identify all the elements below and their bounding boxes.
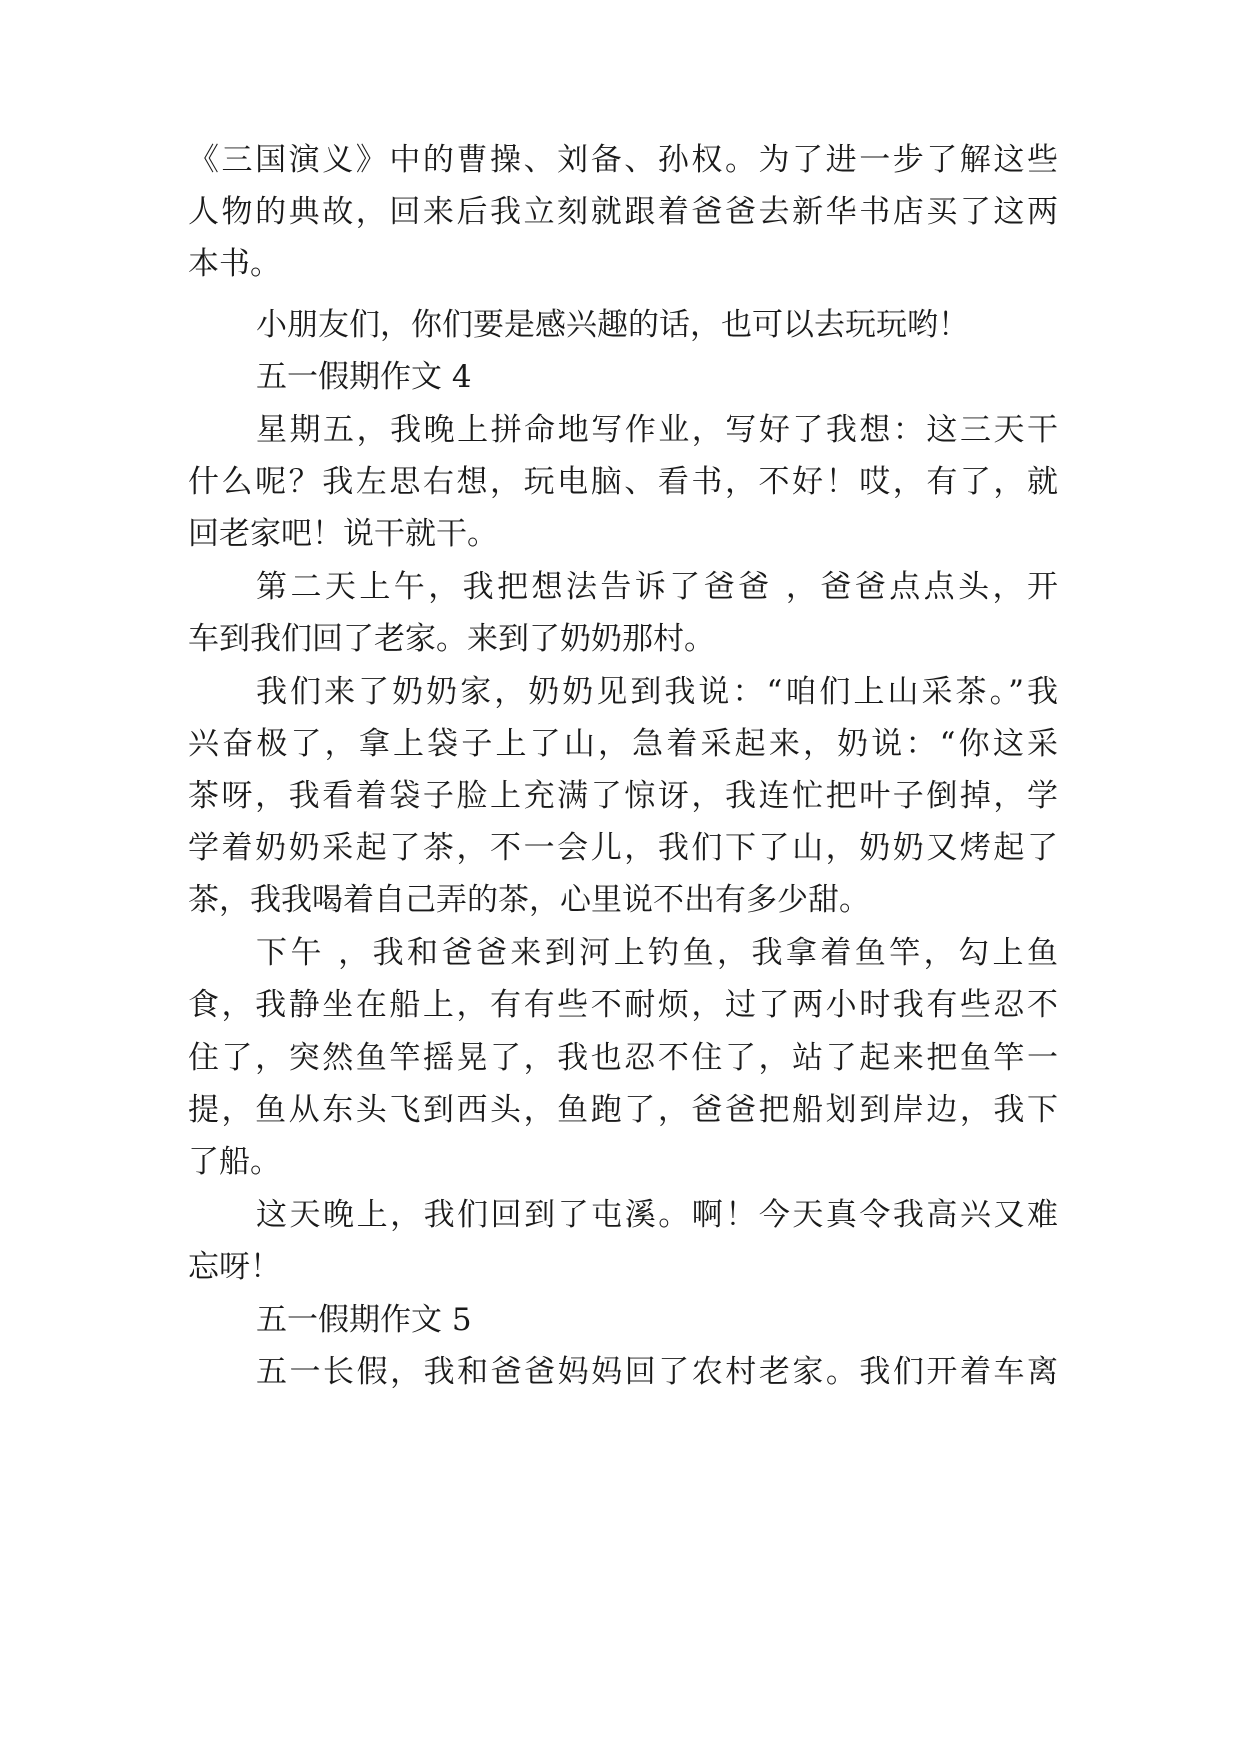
text-line: 车到我们回了老家。来到了奶奶那村。 xyxy=(188,621,715,657)
text-line: 这天晚上，我们回到了屯溪。啊！今天真令我高兴又难 xyxy=(256,1197,1058,1233)
text-line: 本书。 xyxy=(188,246,281,282)
text-line: 忘呀！ xyxy=(188,1249,281,1285)
text-line: 学着奶奶采起了茶，不一会儿，我们下了山，奶奶又烤起了 xyxy=(188,830,1058,866)
text-line: 住了，突然鱼竿摇晃了，我也忍不住了，站了起来把鱼竿一 xyxy=(188,1040,1058,1076)
text-line: 人物的典故，回来后我立刻就跟着爸爸去新华书店买了这两 xyxy=(188,194,1058,230)
text-line: 星期五，我晚上拼命地写作业，写好了我想：这三天干 xyxy=(256,412,1058,448)
text-line: 茶，我我喝着自己弄的茶，心里说不出有多少甜。 xyxy=(188,882,870,918)
text-line: 《三国演义》中的曹操、刘备、孙权。为了进一步了解这些 xyxy=(188,142,1058,178)
text-line: 提，鱼从东头飞到西头，鱼跑了，爸爸把船划到岸边，我下 xyxy=(188,1092,1058,1128)
text-line: 食，我静坐在船上，有有些不耐烦，过了两小时我有些忍不 xyxy=(188,987,1058,1023)
text-line: 兴奋极了，拿上袋子上了山，急着采起来，奶说：“你这采 xyxy=(188,726,1058,762)
section-heading: 五一假期作文 5 xyxy=(256,1302,472,1338)
text-line: 什么呢？我左思右想，玩电脑、看书，不好！哎，有了，就 xyxy=(188,464,1058,500)
text-line: 我们来了奶奶家，奶奶见到我说：“咱们上山采茶。”我 xyxy=(256,674,1058,710)
text-line: 小朋友们，你们要是感兴趣的话，也可以去玩玩哟！ xyxy=(256,307,969,343)
text-line: 茶呀，我看着袋子脸上充满了惊讶，我连忙把叶子倒掉，学 xyxy=(188,778,1058,814)
text-line: 第二天上午，我把想法告诉了爸爸 ，爸爸点点头，开 xyxy=(256,569,1058,605)
text-line: 五一长假，我和爸爸妈妈回了农村老家。我们开着车离 xyxy=(256,1354,1058,1390)
text-line: 了船。 xyxy=(188,1144,281,1180)
section-heading: 五一假期作文 4 xyxy=(256,359,472,395)
text-line: 下午 ，我和爸爸来到河上钓鱼，我拿着鱼竿，勾上鱼 xyxy=(256,935,1058,971)
text-line: 回老家吧！说干就干。 xyxy=(188,516,498,552)
